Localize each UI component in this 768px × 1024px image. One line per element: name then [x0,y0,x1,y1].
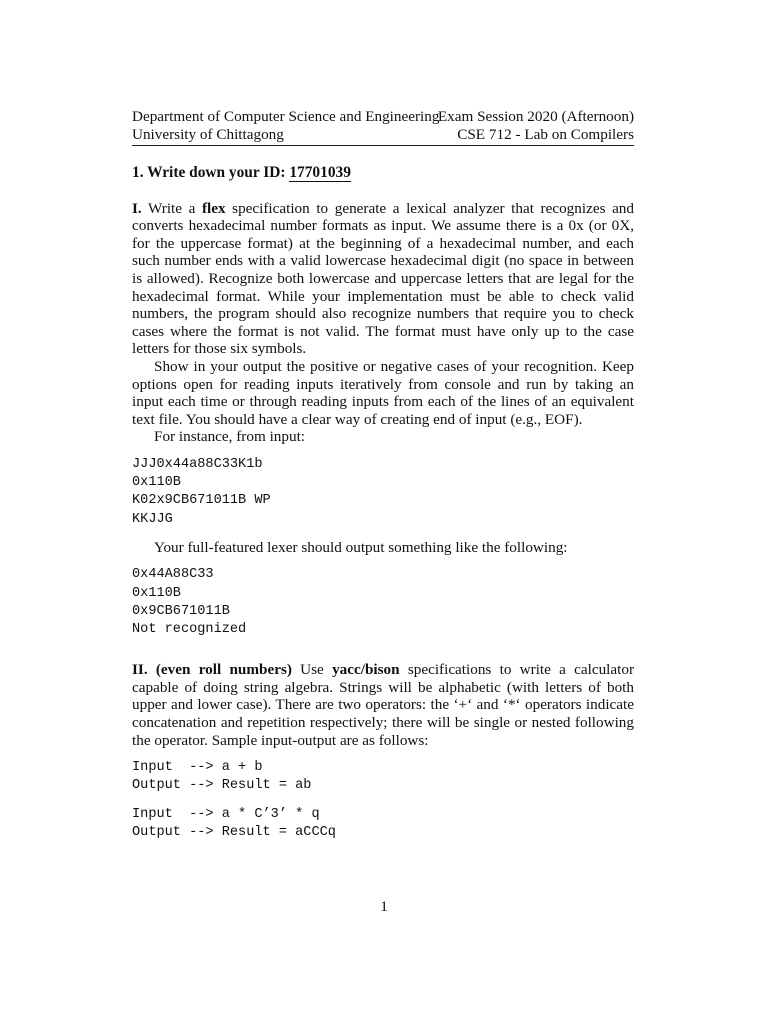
student-id: 17701039 [289,164,351,181]
page-number: 1 [380,898,388,915]
university-name: University of Chittagong [132,126,284,143]
section-2-text: specifications to write a calculator capable of doing string algebra. Strings will be alphabetic (with letters of both upper and lower case). There are two operators: the ‘+‘ and ‘*‘ operators indicate concatenation and repetition respectively; there will be single or nested following the operator. Sample input-output are as follows: [132,661,634,749]
section-2-tool: yacc/bison [332,661,400,679]
code-line: Not recognized [132,621,247,637]
section-1-para-2: Show in your output the positive or negative cases of your recognition. Keep options open for reading inputs iteratively from console and run by taking an input each time or through reading inputs from each of the lines of an equivalent text file. You should have a clear way of creating end of input (e.g., EOF). [132,357,634,428]
section-1-intro-post: specification to generate a lexical analyzer that recognizes and converts hexadecimal number formats as input. We assume there is a 0x (or 0X, for the uppercase format) at the beginning of a hexadecimal number, and each such number ends with a valid lowercase hexadecimal digit (no space in between is allowed). Recognize both lowercase and uppercase letters that are legal for the hexadecimal format. While your implementation must be able to check valid numbers, the program should also recognize numbers that require you to check cases where the format is not valid. The format must have only up to the case letters for those six symbols. [132,199,634,358]
code-line: Output --> Result = ab [132,778,312,794]
section-1-para-4: Your full-featured lexer should output something like the following: [154,538,568,556]
code-line: KKJJG [132,511,173,527]
sample-output-block [132,566,634,639]
section-2-use: Use [291,661,333,679]
section-2-label: II. (even roll numbers) [132,661,292,679]
exam-session: Exam Session 2020 (Afternoon) [437,108,634,125]
header-rule [132,145,634,146]
code-line: JJJ0x44a88C33K1b [132,456,263,472]
sample-input-block [132,456,634,529]
course-title: CSE 712 - Lab on Compilers [457,126,634,143]
example-2-block [132,806,634,842]
code-line: K02x9CB671011B WP [132,493,271,509]
section-1-intro-pre: Write a [141,199,202,217]
code-line: 0x9CB671011B [132,603,230,619]
section-1-label: I. [132,199,142,217]
document-page [132,108,634,842]
question-1 [132,164,634,182]
section-1-tool: flex [201,199,226,217]
code-line: 0x110B [132,585,181,601]
section-1-intro [132,200,634,358]
section-1-para-3: For instance, from input: [154,428,306,446]
example-1-block [132,759,634,795]
question-1-label: 1. Write down your ID: [132,164,290,181]
code-line: 0x110B [132,475,181,491]
code-line: Input --> a * C’3’ * q [132,806,320,822]
code-line: 0x44A88C33 [132,567,214,583]
department-name: Department of Computer Science and Engineering [132,108,440,125]
code-line: Input --> a + b [132,760,263,776]
document-header [132,108,634,146]
code-line: Output --> Result = aCCCq [132,824,336,840]
section-2-intro [132,661,634,749]
